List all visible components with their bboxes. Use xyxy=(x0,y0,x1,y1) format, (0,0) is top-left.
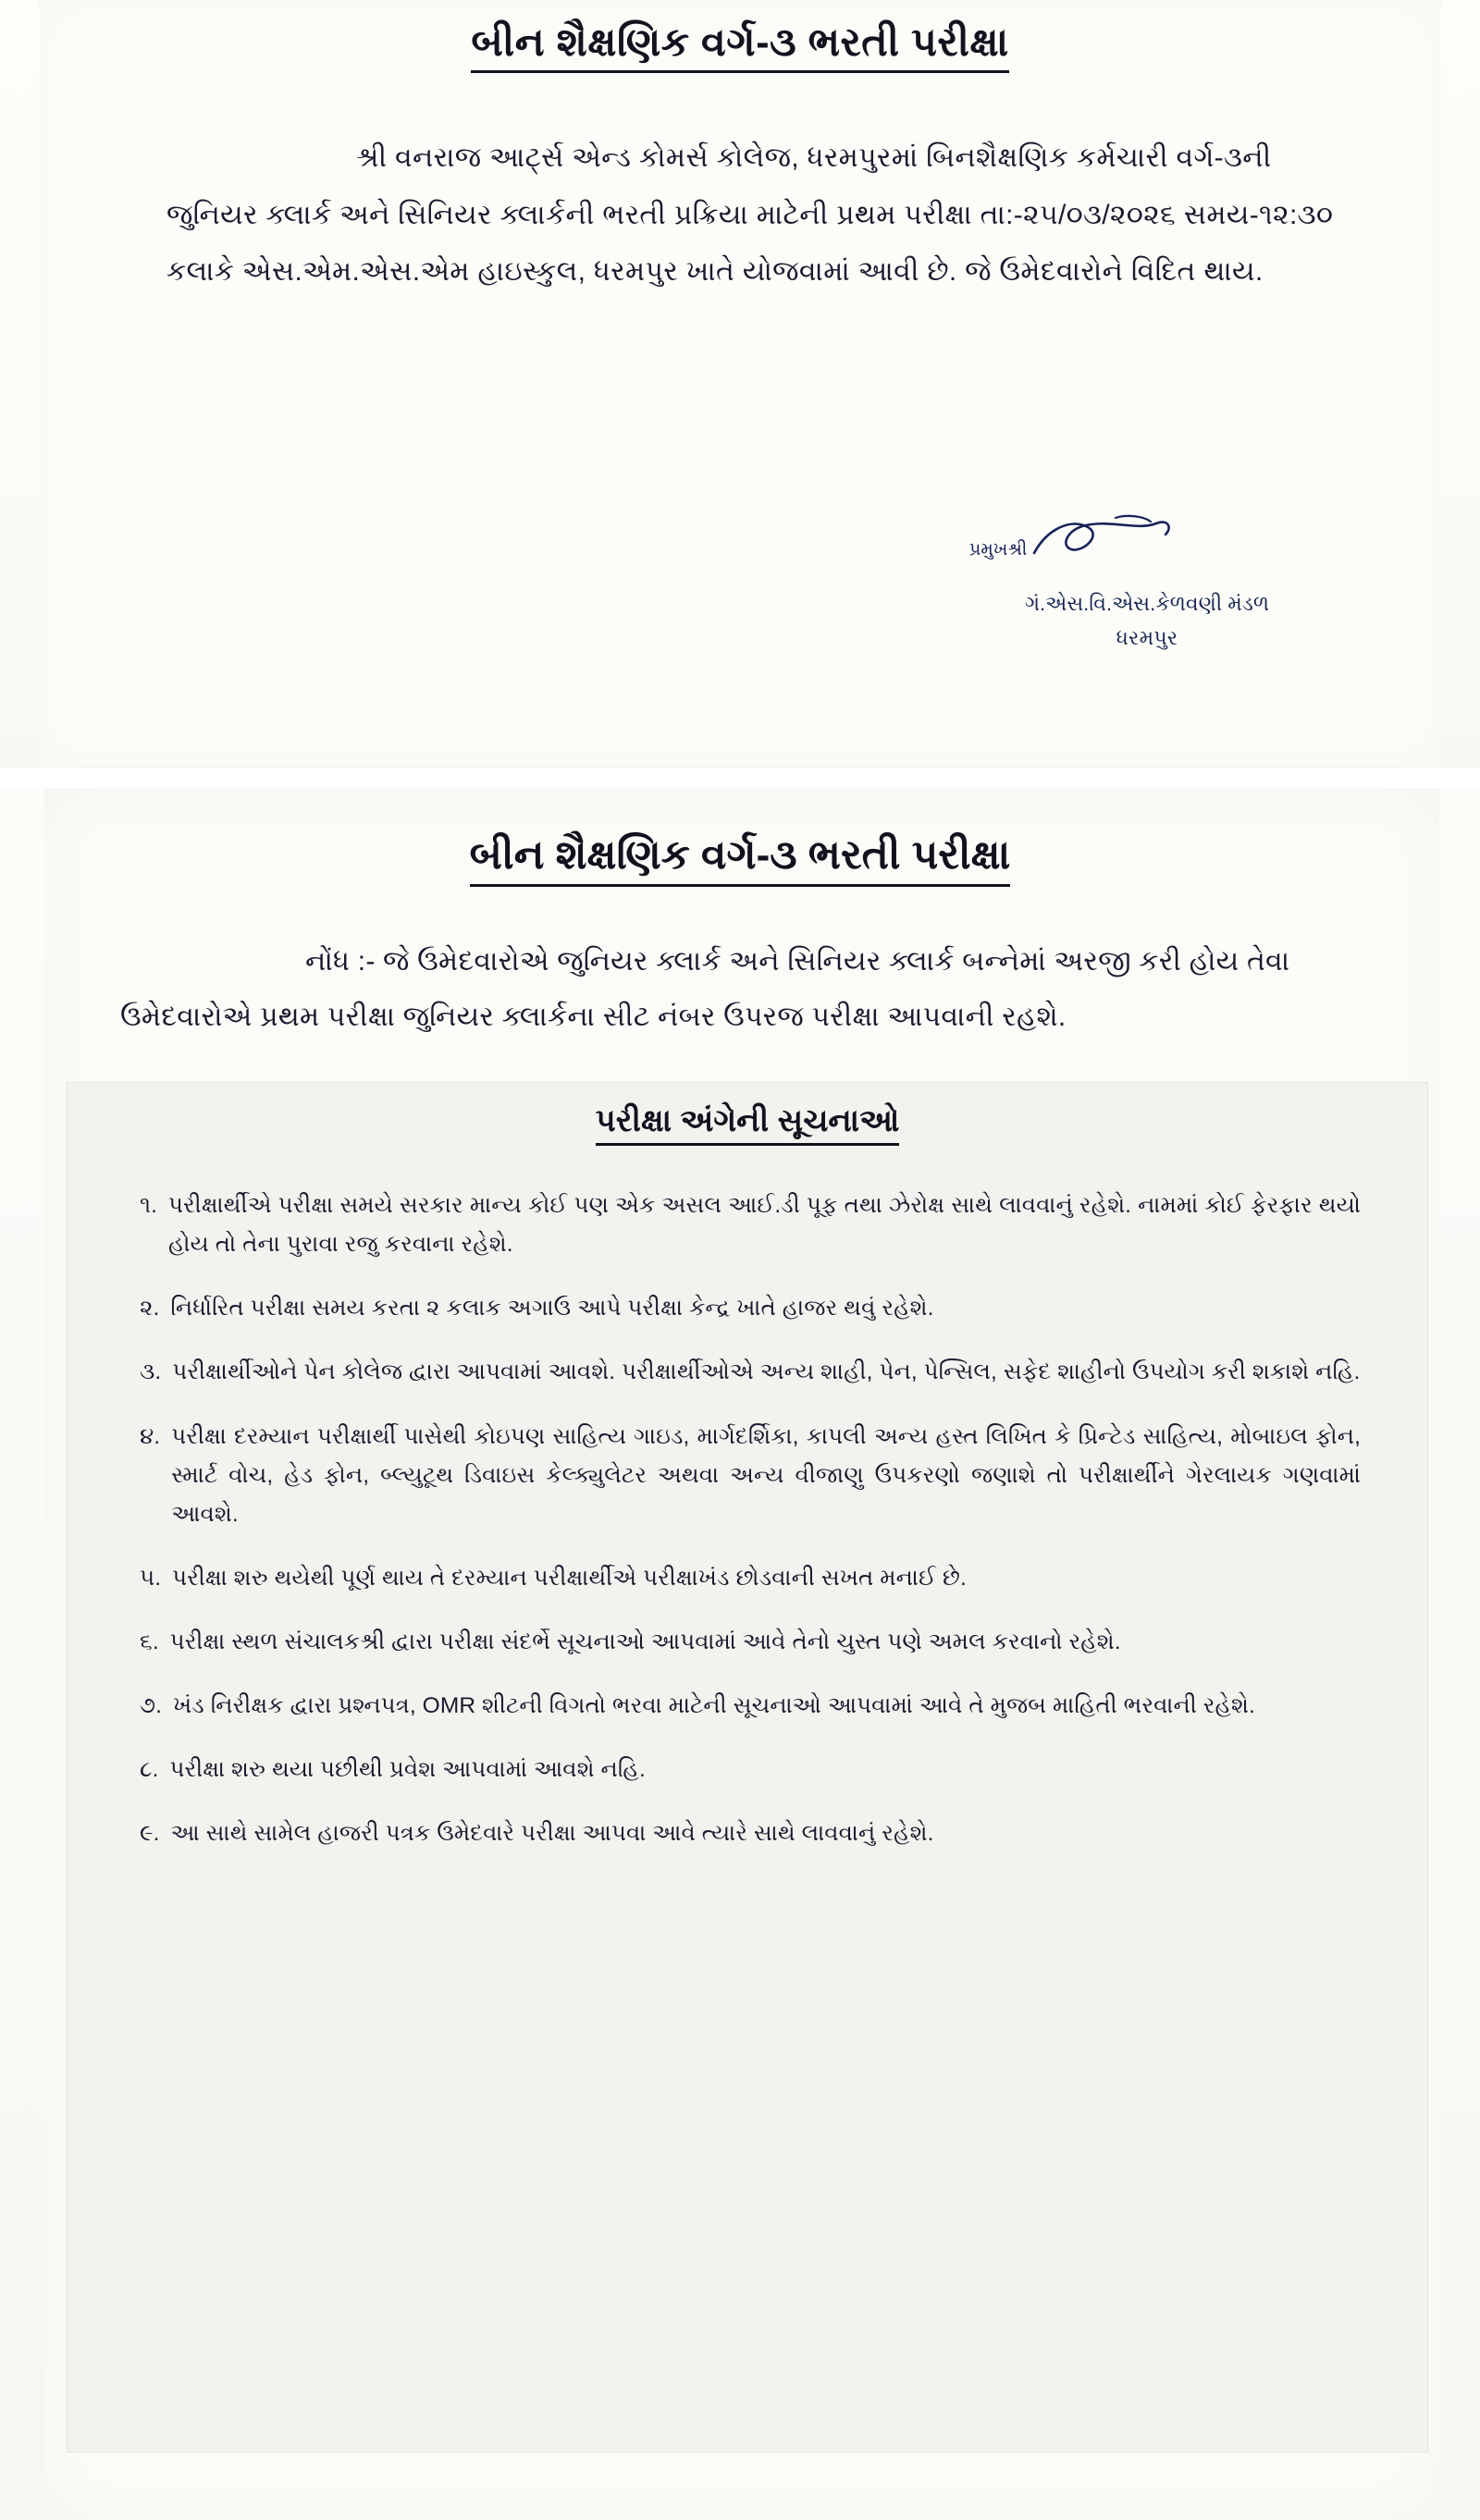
list-item xyxy=(140,1751,1361,1789)
list-item xyxy=(140,1289,1361,1328)
list-item xyxy=(140,1623,1361,1662)
list-item-text: આ સાથે સામેલ હાજરી પત્રક ઉમેદવારે પરીક્ષા આપવા આવે ત્યારે સાથે લાવવાનું રહેશે. xyxy=(170,1821,934,1847)
scan-seam-divider xyxy=(0,768,1480,788)
list-item-text: પરીક્ષા શરુ થયેથી પૂર્ણ થાય તે દરમ્યાન પરીક્ષાર્થીએ પરીક્ષાખંડ છોડવાની સખત મનાઈ છે. xyxy=(172,1565,967,1591)
page-two-note: નોંધ :- જે ઉમેદવારોએ જુનિયર ક્લાર્ક અને સિનિયર ક્લાર્ક બન્નેમાં અરજી કરી હોય તેવા ઉમેદવારોએ પ્રથમ પરીક્ષા જુનિયર ક્લાર્કના સીટ નંબર ઉપરજ પરીક્ષા આપવાની રહશે. xyxy=(120,946,1290,1032)
handwritten-signature-icon xyxy=(1027,512,1212,573)
instructions-heading-text: પરીક્ષા અંગેની સૂચનાઓ xyxy=(596,1103,900,1146)
list-item-number: ૪. xyxy=(140,1423,161,1449)
list-item-number: ૫. xyxy=(140,1565,162,1591)
list-item-number: ૭. xyxy=(140,1693,163,1719)
list-item-text: નિર્ધારિત પરીક્ષા સમય કરતા ૨ કલાક અગાઉ આપે પરીક્ષા કેન્દ્ર ખાતે હાજર થવું રહેશે. xyxy=(170,1296,934,1321)
list-item xyxy=(140,1418,1361,1534)
instructions-panel xyxy=(67,1082,1428,2452)
list-item-text: ખંડ નિરીક્ષક દ્વારા પ્રશ્નપત્ર, OMR શીટની વિગતો ભરવા માટેની સૂચનાઓ આપવામાં આવે તે મુજબ માહિતી ભરવાની રહેશે. xyxy=(173,1693,1255,1719)
instructions-list xyxy=(140,1186,1361,1879)
signature-authority-line-2: ધરમપુર xyxy=(1116,626,1178,650)
notice-page-one xyxy=(0,0,1480,768)
notice-page-two xyxy=(0,788,1480,2520)
list-item-number: ૨. xyxy=(140,1296,160,1321)
signature-authority xyxy=(925,586,1369,656)
list-item xyxy=(140,1559,1361,1598)
page-one-title xyxy=(0,20,1480,66)
list-item-number: ૬. xyxy=(140,1629,159,1654)
list-item xyxy=(140,1186,1361,1264)
list-item-text: પરીક્ષાર્થીએ પરીક્ષા સમયે સરકાર માન્ય કોઈ પણ એક અસલ આઈ.ડી પૂફ તથા ઝેરોક્ષ સાથે લાવવાનું રહેશે. નામમાં કોઈ ફેરફાર થયો હોય તો તેના પુરાવા રજુ કરવાના રહેશે. xyxy=(168,1193,1361,1258)
list-item-text: પરીક્ષા શરુ થયા પછીથી પ્રવેશ આપવામાં આવશે નહિ. xyxy=(169,1757,646,1783)
page-one-body-paragraph: શ્રી વનરાજ આર્ટ્સ એન્ડ કોમર્સ કોલેજ, ધરમપુરમાં બિનશૈક્ષણિક કર્મચારી વર્ગ-૩ની જુનિયર ક્લાર્ક અને સિનિયર ક્લાર્કની ભરતી પ્રક્રિયા માટેની પ્રથમ પરીક્ષા તા:-૨૫/૦૩/૨૦૨૬ સમય-૧૨:૩૦ કલાકે એસ.એમ.એસ.એમ હાઇસ્કુલ, ધરમપુર ખાતે યોજવામાં આવી છે. જે ઉમેદવારોને વિદિત થાય. xyxy=(166,142,1334,287)
list-item-text: પરીક્ષા સ્થળ સંચાલકશ્રી દ્વારા પરીક્ષા સંદર્ભે સૂચનાઓ આપવામાં આવે તેનો ચુસ્ત પણે અમલ કરવાનો રહેશે. xyxy=(169,1629,1121,1654)
list-item-text: પરીક્ષા દરમ્યાન પરીક્ષાર્થી પાસેથી કોઇપણ સાહિત્ય ગાઇડ, માર્ગદર્શિકા, કાપલી અન્ય હસ્ત લિખિત કે પ્રિન્ટેડ સાહિત્ય, મોબાઇલ ફોન, સ્માર્ટ વોચ, હેડ ફોન, બ્લ્યુટૂથ ડિવાઇસ કેલ્ક્યુલેટર અથવા અન્ય વીજાણુ ઉપકરણો જણાશે તો પરીક્ષાર્થીને ગેરલાયક ગણવામાં આવશે. xyxy=(171,1423,1361,1527)
page-one-title-text: બીન શૈક્ષણિક વર્ગ-૩ ભરતી પરીક્ષા xyxy=(471,20,1008,73)
list-item xyxy=(140,1687,1361,1726)
signature-scribble xyxy=(925,518,1369,579)
list-item-text: પરીક્ષાર્થીઓને પેન કોલેજ દ્વારા આપવામાં આવશે. પરીક્ષાર્થીઓએ અન્ય શાહી, પેન, પેન્સિલ, સફેદ શાહીનો ઉપયોગ કરી શકાશે નહિ. xyxy=(172,1359,1361,1385)
signature-authority-line-1: ગં.એસ.વિ.એસ.કેળવણી મંડળ xyxy=(1024,592,1269,615)
instructions-heading xyxy=(68,1103,1427,1139)
list-item-number: ૩. xyxy=(140,1359,162,1385)
list-item-number: ૮. xyxy=(140,1757,159,1783)
signature-name-label: પ્રમુખશ્રી xyxy=(969,540,1028,559)
page-two-title xyxy=(0,832,1480,879)
list-item-number: ૯. xyxy=(140,1821,160,1847)
signature-block xyxy=(925,518,1369,656)
list-item xyxy=(140,1814,1361,1853)
page-two-title-text: બીન શૈક્ષણિક વર્ગ-૩ ભરતી પરીક્ષા xyxy=(470,832,1011,887)
list-item xyxy=(140,1353,1361,1392)
list-item-number: ૧. xyxy=(140,1193,158,1218)
